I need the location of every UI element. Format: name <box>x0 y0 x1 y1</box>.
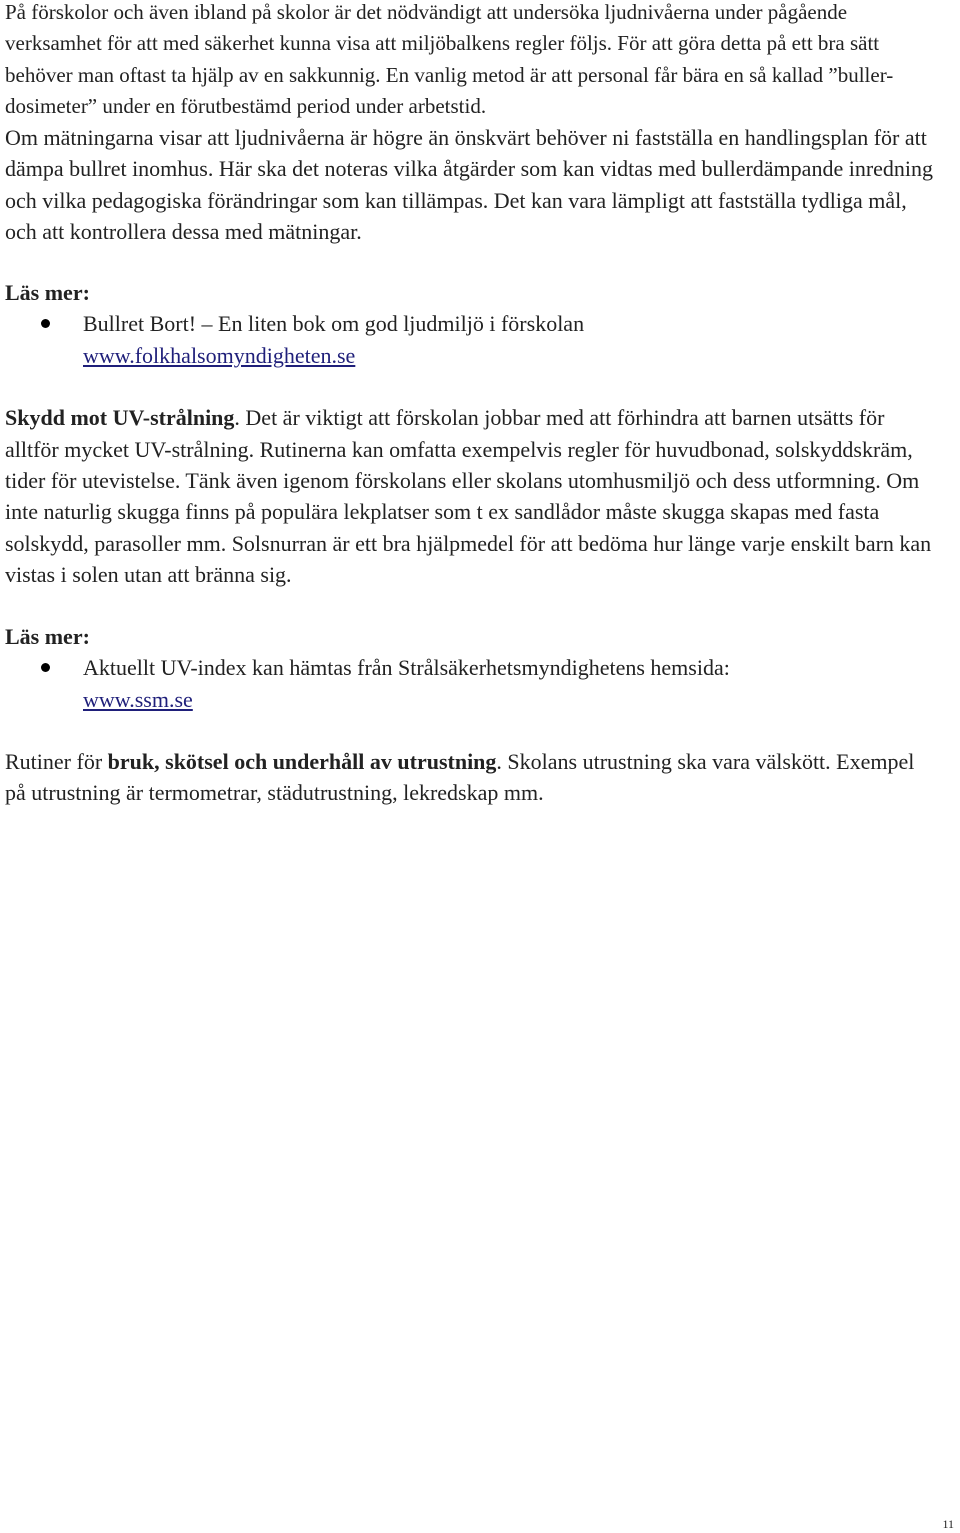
equipment-suffix: . Skolans utrustning ska vara välskött. Exempel på utrustning är termometrar, städutrustning, lekredskap mm. <box>5 749 915 806</box>
folkhalsomyndigheten-link[interactable]: www.folkhalsomyndigheten.se <box>83 342 356 368</box>
equipment-prefix: Rutiner för <box>5 749 108 775</box>
noise-action-text: Om mätningarna visar att ljudnivåerna är högre än önskvärt behöver ni fastställa en handlingsplan för att dämpa bullret inomhus. Här ska det noteras vilka åtgärder som kan vidtas med bullerdämpande inredning och vilka pedagogiska förändringar som kan tillämpas. Det kan vara lämpligt att fastställa tydliga mål, och att kontrollera dessa med mätningar. <box>5 125 934 245</box>
page-number: 11 <box>942 1517 954 1531</box>
uv-heading-suffix: . <box>234 405 240 431</box>
uv-paragraph <box>5 402 940 590</box>
uv-body: Det är viktigt att förskolan jobbar med att förhindra att barnen utsätts för alltför mycket UV-strålning. Rutinerna kan omfatta exempelvis regler för huvudbonad, solskyddskräm, tider för utevistelse. Tänk även igenom förskolans eller skolans utomhusmiljö och dess utformning. Om inte naturlig skugga finns på populära lekplatser som t ex sandlådor måste skugga skapas med fasta solskydd, parasoller mm. Solsnurran är ett bra hjälpmedel för att bedöma hur länge varje enskilt barn kan vistas i solen utan att bränna sig. <box>5 405 932 587</box>
list-item <box>5 652 940 715</box>
read-more-list-2 <box>5 652 940 715</box>
read-more-label-1: Läs mer: <box>5 280 90 306</box>
list-item <box>5 308 940 371</box>
read-more-label-2: Läs mer: <box>5 624 90 650</box>
ssm-link[interactable]: www.ssm.se <box>83 686 193 712</box>
bullret-bort-title: Bullret Bort! – En liten bok om god ljudmiljö i förskolan <box>83 311 585 337</box>
document-page <box>5 0 940 809</box>
equipment-paragraph <box>5 746 940 809</box>
intro-paragraph <box>5 0 940 122</box>
intro-text: På förskolor och även ibland på skolor är det nödvändigt att undersöka ljudnivåerna under pågående verksamhet för att med säkerhet kunna visa att miljöbalkens regler följs. För att göra detta på ett bra sätt behöver man oftast ta hjälp av en sakkunnig. En vanlig metod är att personal får bära en så kallad ”buller-dosimeter” under en förutbestämd period under arbetstid. <box>5 0 894 118</box>
read-more-list-1 <box>5 308 940 371</box>
uv-index-text: Aktuellt UV-index kan hämtas från Strålsäkerhetsmyndighetens hemsida: <box>83 655 730 681</box>
uv-heading: Skydd mot UV-strålning <box>5 405 235 431</box>
equipment-bold: bruk, skötsel och underhåll av utrustning <box>107 749 497 775</box>
bullet-icon <box>41 319 50 328</box>
noise-action-paragraph <box>5 122 940 247</box>
bullet-icon <box>41 663 50 672</box>
